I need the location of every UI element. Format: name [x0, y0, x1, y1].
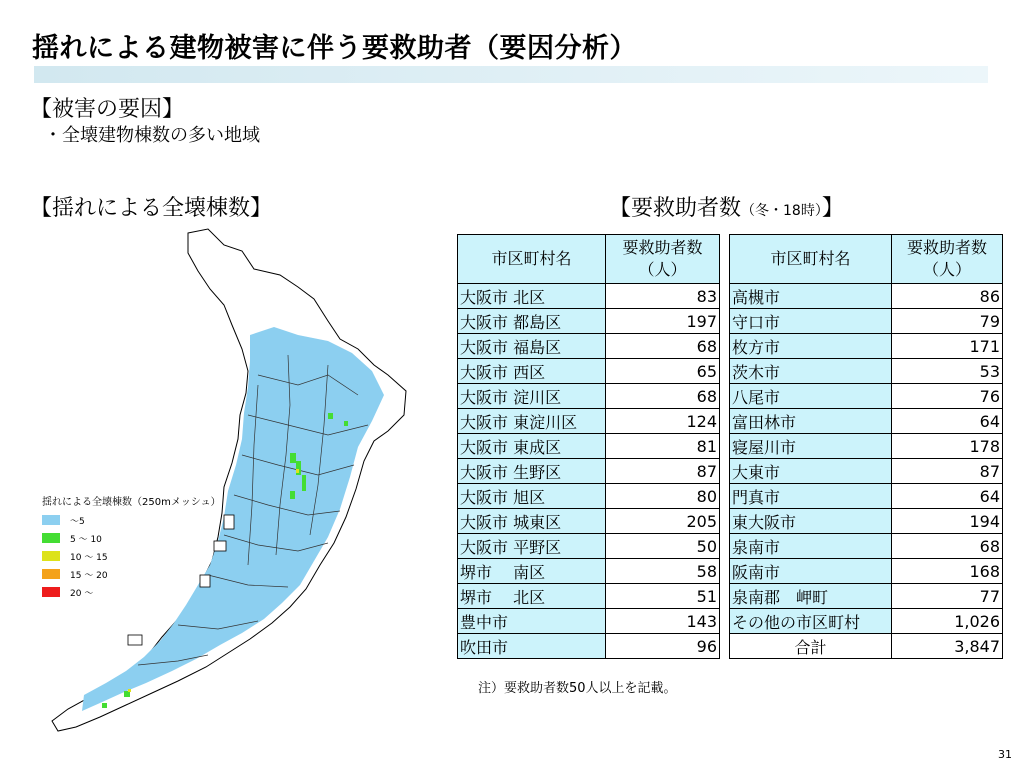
table-row [458, 509, 720, 534]
municipality-name: 大阪市 福島区 [458, 334, 606, 359]
rescue-count: 64 [892, 484, 1003, 509]
table-row [730, 584, 1003, 609]
table-row [458, 584, 720, 609]
municipality-name: 高槻市 [730, 284, 892, 309]
legend-swatch-5 [42, 587, 60, 597]
rescue-count: 53 [892, 359, 1003, 384]
rescue-count: 197 [606, 309, 720, 334]
table-row [730, 359, 1003, 384]
legend-swatch-4 [42, 569, 60, 579]
table-heading [609, 191, 844, 222]
table-row [458, 359, 720, 384]
table-row [730, 434, 1003, 459]
table-row [458, 409, 720, 434]
rescue-count: 81 [606, 434, 720, 459]
rescue-count: 124 [606, 409, 720, 434]
table-row [730, 284, 1003, 309]
municipality-name: 大阪市 北区 [458, 284, 606, 309]
legend-swatch-2 [42, 533, 60, 543]
table-row [458, 334, 720, 359]
rescue-count: 76 [892, 384, 1003, 409]
municipality-name: 大阪市 平野区 [458, 534, 606, 559]
municipality-name: 寝屋川市 [730, 434, 892, 459]
rescue-count: 87 [606, 459, 720, 484]
rescue-count: 83 [606, 284, 720, 309]
total-row [730, 634, 1003, 659]
municipality-name: 大東市 [730, 459, 892, 484]
table-row [730, 459, 1003, 484]
municipality-name: 守口市 [730, 309, 892, 334]
municipality-name: 枚方市 [730, 334, 892, 359]
title-underline-bar [34, 66, 988, 83]
legend-swatch-3 [42, 551, 60, 561]
table-header-row [458, 235, 720, 284]
table-row [458, 434, 720, 459]
table-row [730, 484, 1003, 509]
table-row [730, 409, 1003, 434]
table-row [458, 634, 720, 659]
cause-item: ・全壊建物棟数の多い地域 [44, 125, 260, 146]
legend-label-5: 20 ～ [70, 589, 94, 599]
municipality-name: 大阪市 都島区 [458, 309, 606, 334]
table-row [458, 309, 720, 334]
municipality-name: 茨木市 [730, 359, 892, 384]
legend-label-2: 5 ～ 10 [70, 535, 102, 545]
rescue-count: 86 [892, 284, 1003, 309]
municipality-name: 豊中市 [458, 609, 606, 634]
rescue-count: 68 [892, 534, 1003, 559]
legend-title: 揺れによる全壊棟数（250mメッシュ） [42, 497, 221, 508]
legend-label-3: 10 ～ 15 [70, 553, 108, 563]
rescue-count: 68 [606, 384, 720, 409]
municipality-name: 大阪市 淀川区 [458, 384, 606, 409]
table-note: 注）要救助者数50人以上を記載。 [478, 681, 677, 696]
rescue-count: 80 [606, 484, 720, 509]
municipality-name: 大阪市 旭区 [458, 484, 606, 509]
table-row [730, 334, 1003, 359]
rescue-count: 65 [606, 359, 720, 384]
prefecture-outline [52, 229, 406, 731]
table-row [730, 509, 1003, 534]
rescue-count: 194 [892, 509, 1003, 534]
rescue-count: 96 [606, 634, 720, 659]
municipality-name: その他の市区町村 [730, 609, 892, 634]
cause-heading: 【被害の要因】 [30, 97, 185, 122]
table-row [458, 534, 720, 559]
osaka-damage-map [28, 225, 420, 760]
table-row [458, 609, 720, 634]
rescue-count: 58 [606, 559, 720, 584]
rescue-count: 1,026 [892, 609, 1003, 634]
table-heading-sub: （冬・18時） [741, 203, 822, 219]
legend-swatch-1 [42, 515, 60, 525]
header-municipality: 市区町村名 [730, 235, 892, 284]
table-row [458, 384, 720, 409]
rescue-count: 77 [892, 584, 1003, 609]
rescue-count: 64 [892, 409, 1003, 434]
municipality-name: 泉南市 [730, 534, 892, 559]
table-row [730, 559, 1003, 584]
municipality-name: 富田林市 [730, 409, 892, 434]
rescue-table-left [457, 234, 720, 659]
table-row [730, 384, 1003, 409]
municipality-name: 堺市 南区 [458, 559, 606, 584]
rescue-count: 68 [606, 334, 720, 359]
rescue-count: 171 [892, 334, 1003, 359]
municipality-name: 大阪市 西区 [458, 359, 606, 384]
rescue-count: 51 [606, 584, 720, 609]
rescue-count: 168 [892, 559, 1003, 584]
municipality-name: 堺市 北区 [458, 584, 606, 609]
legend-label-4: 15 ～ 20 [70, 571, 108, 581]
municipality-name: 吹田市 [458, 634, 606, 659]
total-label: 合計 [730, 634, 892, 659]
slide-title: 揺れによる建物被害に伴う要救助者（要因分析） [32, 33, 637, 64]
table-row [458, 559, 720, 584]
header-rescue-count: 要救助者数 （人） [892, 235, 1003, 284]
rescue-count: 87 [892, 459, 1003, 484]
page-number: 31 [998, 748, 1012, 761]
map-legend [42, 495, 221, 599]
rescue-table-right [729, 234, 1003, 659]
table-row [458, 284, 720, 309]
rescue-count: 79 [892, 309, 1003, 334]
header-rescue-count: 要救助者数 （人） [606, 235, 720, 284]
table-row [730, 309, 1003, 334]
map-heading: 【揺れによる全壊棟数】 [30, 196, 273, 221]
table-row [730, 534, 1003, 559]
municipality-name: 泉南郡 岬町 [730, 584, 892, 609]
rescue-count: 178 [892, 434, 1003, 459]
municipality-name: 八尾市 [730, 384, 892, 409]
municipality-name: 阪南市 [730, 559, 892, 584]
header-municipality: 市区町村名 [458, 235, 606, 284]
table-heading-close: 】 [821, 196, 844, 221]
table-row [730, 609, 1003, 634]
municipality-name: 大阪市 生野区 [458, 459, 606, 484]
table-heading-main: 【要救助者数 [609, 196, 742, 221]
total-value: 3,847 [892, 634, 1003, 659]
rescue-count: 143 [606, 609, 720, 634]
rescue-count: 205 [606, 509, 720, 534]
rescue-count: 50 [606, 534, 720, 559]
municipality-name: 東大阪市 [730, 509, 892, 534]
table-row [458, 484, 720, 509]
table-header-row [730, 235, 1003, 284]
municipality-name: 大阪市 東淀川区 [458, 409, 606, 434]
municipality-name: 大阪市 城東区 [458, 509, 606, 534]
legend-label-1: ～5 [70, 517, 85, 527]
table-row [458, 459, 720, 484]
municipality-name: 大阪市 東成区 [458, 434, 606, 459]
municipality-name: 門真市 [730, 484, 892, 509]
